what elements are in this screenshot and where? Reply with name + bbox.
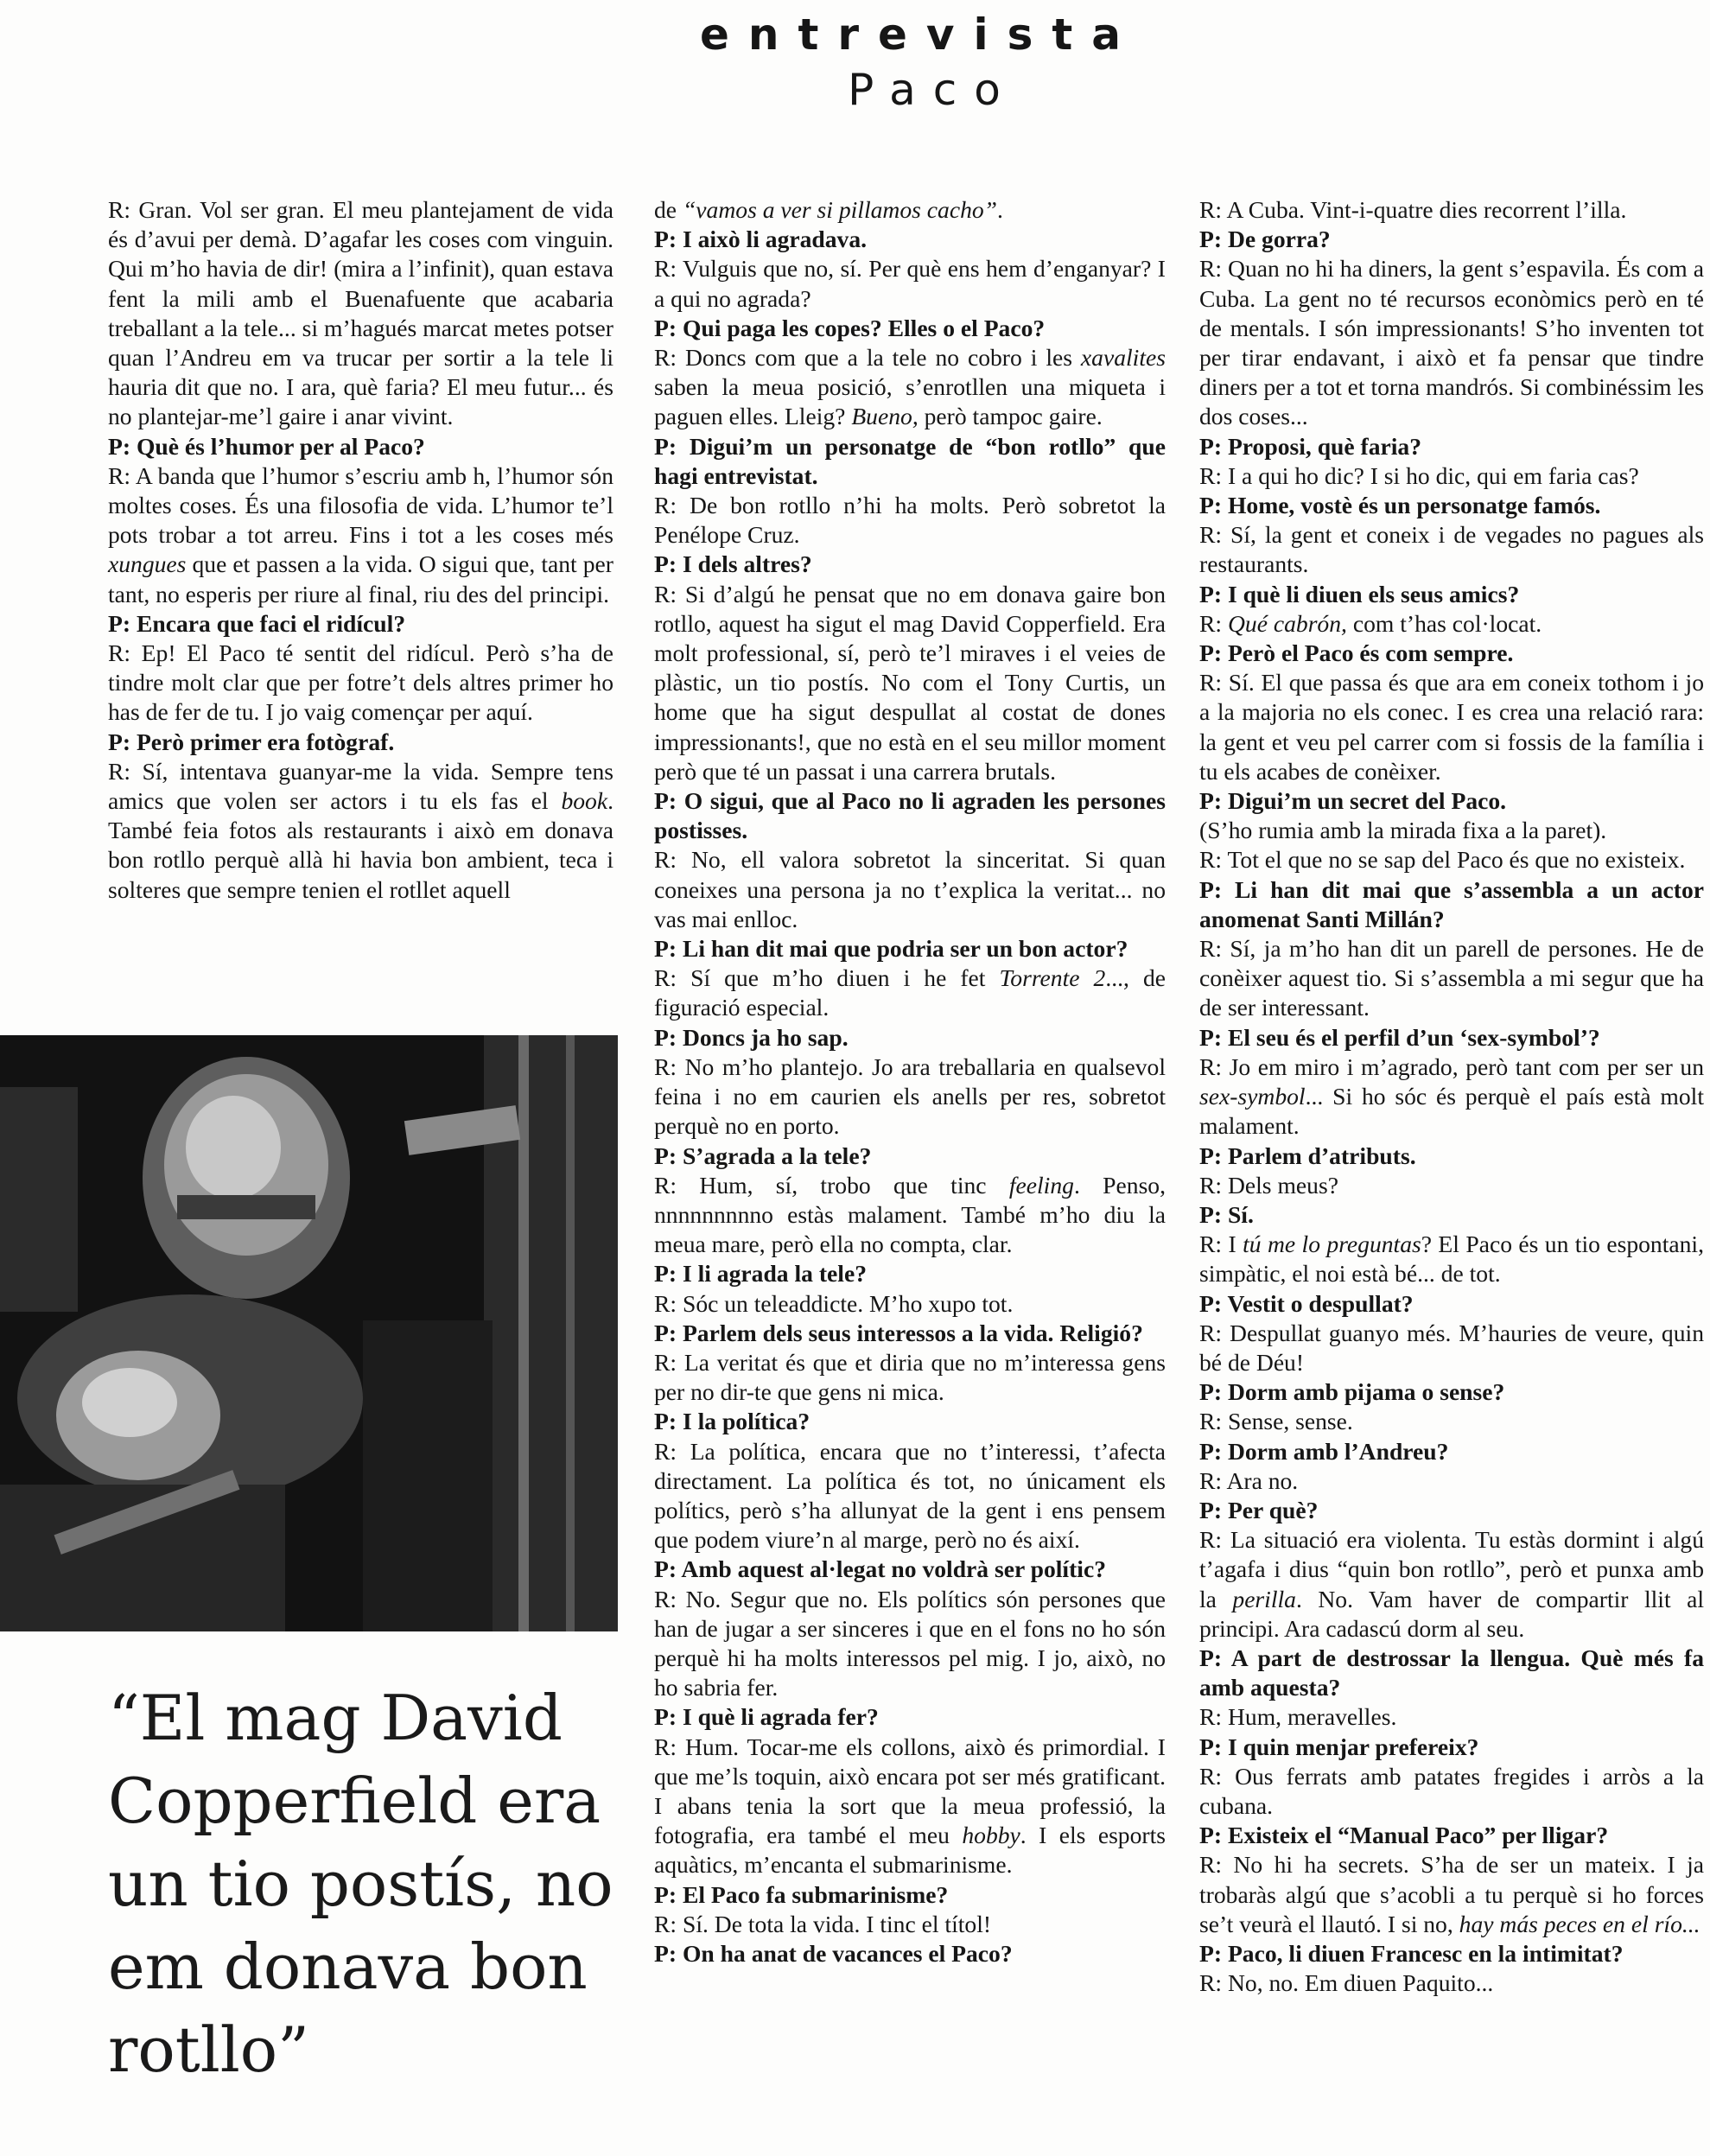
interview-answer [1199,816,1704,845]
paragraph-text: R: Sí, ja m’ho han dit un parell de persones. He de conèixer aquest tio. Si s’assembla a mi segur que ha de ser interessant. [1199,935,1704,1021]
interview-answer [108,757,613,905]
paragraph-text: R: Sense, sense. [1199,1408,1353,1435]
paragraph-text: P: I això li agradava. [654,226,868,253]
paragraph-text: P: I dels altres? [654,550,812,578]
emphasis-text: Qué cabrón, [1227,609,1347,637]
interview-answer [654,845,1166,934]
interview-question [1199,875,1704,934]
paragraph-text: P: Proposi, què faria? [1199,432,1422,460]
paragraph-text: R: Sóc un teleaddicte. M’ho xupo tot. [654,1289,1014,1317]
paragraph-text: R: No, ell valora sobretot la sinceritat. Si quan coneixes una persona ja no t’explica la veritat... no vas mai enlloc. [654,846,1166,932]
interview-answer [1199,520,1704,579]
emphasis-text: Torrente 2 [999,964,1106,992]
paragraph-text: . I els esports aquàtics, m’encanta el submarinisme. [654,1822,1166,1879]
interview-question [1199,1733,1704,1762]
paragraph-text: P: I què li diuen els seus amics? [1199,580,1520,607]
interview-question [1199,1023,1704,1053]
paragraph-text: P: Dorm amb pijama o sense? [1199,1378,1505,1406]
paragraph-text: P: Vestit o despullat? [1199,1289,1414,1317]
interview-answer [1199,609,1704,639]
paragraph-text: P: I què li agrada fer? [654,1703,879,1731]
interview-question [654,786,1166,845]
paragraph-text: R: Hum, sí, trobo que tinc [654,1171,1009,1199]
emphasis-text: hobby [962,1822,1020,1849]
paragraph-text: R: Despullat guanyo més. M’hauries de veure, quin bé de Déu! [1199,1319,1704,1376]
paragraph-text: P: El seu és el perfil d’un ‘sex-symbol’? [1199,1023,1600,1051]
interview-answer [654,1053,1166,1142]
paragraph-text: ..., de figuració especial. [654,964,1166,1021]
paragraph-text: P: Parlem d’atributs. [1199,1142,1416,1169]
interview-question [654,1319,1166,1348]
interview-answer [1199,1850,1704,1939]
interview-answer [654,1733,1166,1880]
emphasis-text: Bueno, [851,403,919,430]
paragraph-text: P: Per què? [1199,1496,1319,1523]
paragraph-text: P: Sí. [1199,1200,1254,1228]
paragraph-text: P: Li han dit mai que s’assembla a un actor anomenat Santi Millán? [1199,875,1704,932]
paragraph-text: P: Li han dit mai que podria ser un bon actor? [654,935,1128,963]
interview-answer [1199,1968,1704,1998]
interview-answer [1199,1171,1704,1200]
interviewee-name: Paco [848,65,1018,115]
emphasis-text: xungues [108,550,187,578]
interview-question [1199,1200,1704,1230]
paragraph-text: R: Ara no. [1199,1466,1299,1494]
interview-question [1199,1437,1704,1466]
paragraph-text: R: [1199,609,1228,637]
paragraph-text: R: Si d’algú he pensat que no em donava gaire bon rotllo, aquest ha sigut el mag David Copperfield. Era molt professional, sí, però te’l miraves i el veies de plàstic, un tio postís. No com el Tony Curtis, un home que ha sigut despullat al costat de dones impressionants!, que no està en el seu millor moment però que té un passat i una carrera brutals. [654,580,1166,785]
paragraph-text: R: Sí, intentava guanyar-me la vida. Sempre tens amics que volen ser actors i tu els fas el [108,757,613,815]
text-column-3 [1199,195,1704,1998]
paragraph-text: P: Però el Paco és com sempre. [1199,639,1514,667]
paragraph-text: P: A part de destrossar la llengua. Què més fa amb aquesta? [1199,1644,1704,1701]
interview-answer [1199,1466,1704,1496]
paragraph-text: R: De bon rotllo n’hi ha molts. Però sobretot la Penélope Cruz. [654,492,1166,549]
emphasis-text: feeling [1008,1171,1074,1199]
paragraph-text: R: Dels meus? [1199,1171,1338,1199]
emphasis-text: “vamos a ver si pillamos cacho” [682,196,998,223]
paragraph-text: que et passen a la vida. O sigui que, tant per tant, no esperis per riure al final, riu des del principi. [108,550,613,607]
interview-answer [654,254,1166,313]
emphasis-text: sex-symbol [1199,1083,1306,1110]
interview-question [1199,1377,1704,1407]
paragraph-text: . [997,196,1003,223]
interview-answer [1199,461,1704,491]
interview-question [108,728,613,757]
interview-answer [108,195,613,432]
paragraph-text: R: A banda que l’humor s’escriu amb h, l’humor són moltes coses. És una filosofia de vida. L’humor te’l pots trobar a tot arreu. Fins i tot a les coses més [108,461,613,549]
paragraph-text: R: No hi ha secrets. S’ha de ser un mateix. I ja trobaràs algú que s’acobli a tu perquè si ho forces se’t veurà el llautó. I si no, [1199,1851,1704,1937]
interview-question [654,550,1166,579]
interview-question [1199,432,1704,461]
interview-question [1199,580,1704,609]
text-column-2 [654,195,1166,1968]
interview-answer [1199,668,1704,786]
paragraph-text: R: La veritat és que et diria que no m’interessa gens per no dir-te que gens ni mica. [654,1348,1166,1406]
paragraph-text: P: On ha anat de vacances el Paco? [654,1939,1013,1967]
interview-answer [1199,254,1704,431]
interview-question [654,1407,1166,1436]
text-column-1 [108,195,613,905]
paragraph-text: . No. Vam haver de compartir llit al principi. Ara cadascú dorm al seu. [1199,1585,1705,1642]
interview-answer [654,964,1166,1022]
paragraph-text: R: No m’ho plantejo. Jo ara treballaria en qualsevol feina i no em caurien els anells per res, sobretot perquè no en porto. [654,1053,1166,1140]
interview-question [1199,1939,1704,1968]
interview-answer [108,639,613,728]
interview-answer [654,1171,1166,1260]
paragraph-text: P: Però primer era fotògraf. [108,728,395,755]
interview-answer [654,1910,1166,1939]
interview-answer [654,1585,1166,1703]
paragraph-text: R: I [1199,1231,1243,1258]
interview-answer [1199,1319,1704,1377]
interview-question [108,609,613,639]
paragraph-text: . També feia fotos als restaurants i això em donava bon rotllo perquè allà hi havia bon ambient, teca i solteres que sempre tenien el rotllet aquell [108,787,613,903]
interview-question [1199,1644,1704,1702]
paragraph-text: P: Què és l’humor per al Paco? [108,432,425,460]
interview-answer [1199,1230,1704,1288]
paragraph-text: P: Doncs ja ho sap. [654,1023,849,1051]
paragraph-text: P: I la política? [654,1408,811,1435]
interview-answer [654,1348,1166,1407]
paragraph-text: però tampoc gaire. [918,403,1103,430]
interview-answer [1199,1407,1704,1436]
interview-question [654,1023,1166,1053]
paragraph-text: R: Tot el que no se sap del Paco és que no existeix. [1199,846,1686,874]
pull-quote: “El mag David Copperfield era un tio postís, no em donava bon rotllo” [108,1682,613,2086]
interview-question [1199,225,1704,254]
paragraph-text: P: Amb aquest al·legat no voldrà ser polític? [654,1555,1107,1583]
interview-answer [654,491,1166,550]
interview-question [654,1259,1166,1288]
paragraph-text: P: Parlem dels seus interessos a la vida. Religió? [654,1319,1143,1346]
interview-question [1199,786,1704,816]
paragraph-text: R: Gran. Vol ser gran. El meu plantejament de vida és d’avui per demà. D’agafar les coses com vinguin. Qui m’ho havia de dir! (mira a l’infinit), quan estava fent la mili amb el Buenafuente que acabaria treballant a la tele... si m’hagués marcat metes potser quan l’Andreu em va trucar per sortir a la tele li hauria dit que no. I ara, què faria? El meu futur... és no plantejar-me’l gaire i anar vivint. [108,196,613,430]
interview-answer [654,580,1166,786]
paragraph-text: R: I a qui ho dic? I si ho dic, qui em faria cas? [1199,461,1639,489]
interview-answer [654,343,1166,432]
paragraph-text: R: Doncs com que a la tele no cobro i les [654,344,1081,372]
paragraph-text: R: Ep! El Paco té sentit del ridícul. Però s’ha de tindre molt clar que per fotre’t dels altres primer ho has de fer de tu. I jo vaig començar per aquí. [108,639,613,726]
paragraph-text: P: Dorm amb l’Andreu? [1199,1437,1449,1465]
paragraph-text: ? El Paco és un tio espontani, simpàtic, el noi està bé... de tot. [1199,1231,1704,1288]
interview-question [654,934,1166,964]
photo-illustration [0,1035,618,1631]
paragraph-text: R: La política, encara que no t’interessi, t’afecta directament. La política és tot, no únicament els polítics, però s’ha allunyat de la gent i ens pensem que podem viure’n al marge, però no és així. [654,1437,1166,1554]
emphasis-text: book [561,787,608,815]
interview-question [1199,1289,1704,1319]
interview-question [1199,639,1704,668]
interview-question [1199,1821,1704,1850]
paragraph-text: P: O sigui, que al Paco no li agraden les persones postisses. [654,787,1166,844]
paragraph-text: (S’ho rumia amb la mirada fixa a la paret). [1199,817,1607,844]
paragraph-text: R: Hum. Tocar-me els collons, això és primordial. I que me’ls toquin, això encara pot ser més gratificant. I abans tenia la sort que la meua professió, la fotografia, era també el meu [654,1733,1166,1849]
paragraph-text: P: Existeix el “Manual Paco” per lligar? [1199,1822,1609,1849]
paragraph-text: P: El Paco fa submarinisme? [654,1880,949,1908]
paragraph-text: R: Hum, meravelles. [1199,1703,1397,1731]
interview-answer [654,1437,1166,1555]
emphasis-text: xavalites [1080,344,1166,372]
interview-question [654,314,1166,343]
paragraph-text: R: No, no. Em diuen Paquito... [1199,1969,1494,1997]
interview-question [654,432,1166,491]
paragraph-text: . Penso, nnnnnnnnno estàs malament. També m’ho diu la meua mare, però ella no compta, clar. [654,1171,1166,1258]
emphasis-text: perilla [1232,1585,1296,1612]
paragraph-text: P: Encara que faci el ridícul? [108,609,406,637]
interview-question [1199,1496,1704,1525]
paragraph-text: P: De gorra? [1199,226,1331,253]
paragraph-text: R: Sí. De tota la vida. I tinc el títol! [654,1910,992,1937]
paragraph-text: P: I quin menjar prefereix? [1199,1733,1479,1760]
emphasis-text: tú me lo preguntas [1243,1231,1421,1258]
interview-question [108,432,613,461]
paragraph-text: P: I li agrada la tele? [654,1260,867,1288]
interview-answer [1199,934,1704,1023]
paragraph-text: R: Sí. El que passa és que ara em coneix tothom i jo a la majoria no els conec. I es crea una relació rara: la gent et veu pel carrer com si fossis de la família i tu els acabes de conèixer. [1199,669,1704,785]
interview-answer [1199,195,1704,225]
interview-question [654,1880,1166,1910]
paragraph-text: P: Qui paga les copes? Elles o el Paco? [654,314,1046,341]
paragraph-text: P: Digui’m un personatge de “bon rotllo” que hagi entrevistat. [654,432,1166,489]
paragraph-text: R: La situació era violenta. Tu estàs dormint i algú t’agafa i dius “quin bon rotllo”, però et punxa amb la [1199,1526,1704,1612]
paragraph-text: R: Quan no hi ha diners, la gent s’espavila. És com a Cuba. La gent no té recursos econòmics però en té de mentals. I són impressionants! S’ho inventen tot per tirar endavant, i això et fa pensar que tindre diners per a tot et torna mandrós. Si combinéssim les dos coses... [1199,255,1704,430]
emphasis-text: hay más peces en el río... [1459,1910,1700,1937]
interview-answer [1199,845,1704,874]
interview-question [1199,1142,1704,1171]
interview-question [654,1702,1166,1732]
interview-question [654,225,1166,254]
paragraph-text: R: Jo em miro i m’agrado, però tant com per ser un [1199,1053,1704,1080]
paragraph-text: P: Digui’m un secret del Paco. [1199,787,1507,815]
paragraph-text: R: A Cuba. Vint-i-quatre dies recorrent l’illa. [1199,196,1627,223]
interview-question [654,1142,1166,1171]
paragraph-text: P: Home, vostè és un personatge famós. [1199,492,1601,519]
paragraph-text: R: Vulguis que no, sí. Per què ens hem d’enganyar? I a qui no agrada? [654,255,1166,312]
interview-answer [1199,1053,1704,1142]
interview-answer [108,461,613,609]
paragraph-text: de [654,196,683,223]
interview-answer [654,1289,1166,1319]
paragraph-text: com t’has col·locat. [1346,609,1542,637]
interview-answer [1199,1762,1704,1821]
interview-question [1199,491,1704,520]
interview-answer [1199,1525,1704,1644]
paragraph-text: R: Sí que m’ho diuen i he fet [654,964,1000,992]
paragraph-text: ... Si ho sóc és perquè el país està molt malament. [1199,1083,1704,1140]
interview-question [654,1555,1166,1584]
page-header [0,7,1710,118]
interview-answer [1199,1702,1704,1732]
paragraph-text: P: S’agrada a la tele? [654,1142,872,1169]
interview-question [654,1939,1166,1968]
paragraph-text: P: Paco, li diuen Francesc en la intimitat? [1199,1939,1624,1967]
section-label: entrevista [699,10,1141,60]
paragraph-text: saben la meua posició, s’enrotllen una miqueta i paguen elles. Lleig? [654,373,1166,430]
paragraph-text: R: Sí, la gent et coneix i de vegades no pagues als restaurants. [1199,521,1704,578]
paragraph-text: R: Ous ferrats amb patates fregides i arròs a la cubana. [1199,1762,1704,1819]
paragraph-text: R: No. Segur que no. Els polítics són persones que han de jugar a ser sinceres i que en el fons no ho són perquè hi ha molts interessos pel mig. I jo, això, no ho sabria fer. [654,1585,1166,1701]
interview-answer [654,195,1166,225]
interview-photo [0,1035,618,1631]
